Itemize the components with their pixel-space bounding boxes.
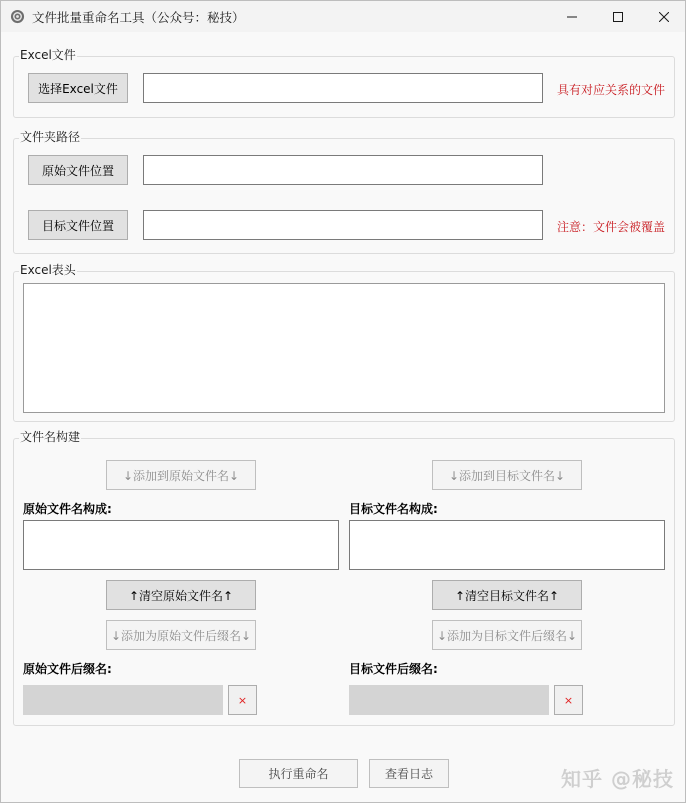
clear-source-suffix-button[interactable] xyxy=(228,685,257,715)
source-compose-label: 原始文件名构成: xyxy=(23,502,112,516)
add-to-target-name-button[interactable]: ↓添加到目标文件名↓ xyxy=(432,460,582,490)
target-suffix-field[interactable] xyxy=(349,685,549,715)
window-title: 文件批量重命名工具（公众号：秘技） xyxy=(32,10,245,25)
minimize-button[interactable] xyxy=(549,1,595,32)
minimize-icon xyxy=(567,12,577,22)
clear-source-suffix-icon: × xyxy=(237,693,248,707)
run-rename-button[interactable]: 执行重命名 xyxy=(239,759,358,788)
close-icon xyxy=(659,12,669,22)
maximize-icon xyxy=(613,12,623,22)
add-to-source-name-button[interactable]: ↓添加到原始文件名↓ xyxy=(106,460,256,490)
clear-target-suffix-button[interactable] xyxy=(554,685,583,715)
target-compose-field[interactable] xyxy=(349,520,665,570)
excel-header-legend: Excel表头 xyxy=(20,263,76,277)
source-suffix-label: 原始文件后缀名: xyxy=(23,662,112,676)
add-target-suffix-button[interactable]: ↓添加为目标文件后缀名↓ xyxy=(432,620,582,650)
excel-path-input[interactable] xyxy=(143,73,543,103)
clear-target-suffix-icon: × xyxy=(563,693,574,707)
source-compose-field[interactable] xyxy=(23,520,339,570)
app-icon xyxy=(10,9,25,24)
excel-header-list[interactable] xyxy=(23,283,665,413)
source-folder-input[interactable] xyxy=(143,155,543,185)
maximize-button[interactable] xyxy=(595,1,641,32)
target-compose-label: 目标文件名构成: xyxy=(349,502,438,516)
add-source-suffix-button[interactable]: ↓添加为原始文件后缀名↓ xyxy=(106,620,256,650)
target-suffix-label: 目标文件后缀名: xyxy=(349,662,438,676)
source-suffix-field[interactable] xyxy=(23,685,223,715)
filename-build-legend: 文件名构建 xyxy=(20,430,81,444)
excel-file-legend: Excel文件 xyxy=(20,48,76,62)
excel-hint: 具有对应关系的文件 xyxy=(557,83,666,97)
overwrite-warning: 注意：文件会被覆盖 xyxy=(557,220,666,234)
close-button[interactable] xyxy=(641,1,686,32)
view-log-button[interactable]: 查看日志 xyxy=(369,759,449,788)
source-folder-button[interactable]: 原始文件位置 xyxy=(28,155,128,185)
folder-path-legend: 文件夹路径 xyxy=(20,130,81,144)
target-folder-button[interactable]: 目标文件位置 xyxy=(28,210,128,240)
watermark: 知乎 @秘技 xyxy=(561,767,674,791)
clear-target-name-button[interactable]: ↑清空目标文件名↑ xyxy=(432,580,582,610)
select-excel-button[interactable]: 选择Excel文件 xyxy=(28,73,128,103)
clear-source-name-button[interactable]: ↑清空原始文件名↑ xyxy=(106,580,256,610)
target-folder-input[interactable] xyxy=(143,210,543,240)
title-bar xyxy=(1,1,685,32)
